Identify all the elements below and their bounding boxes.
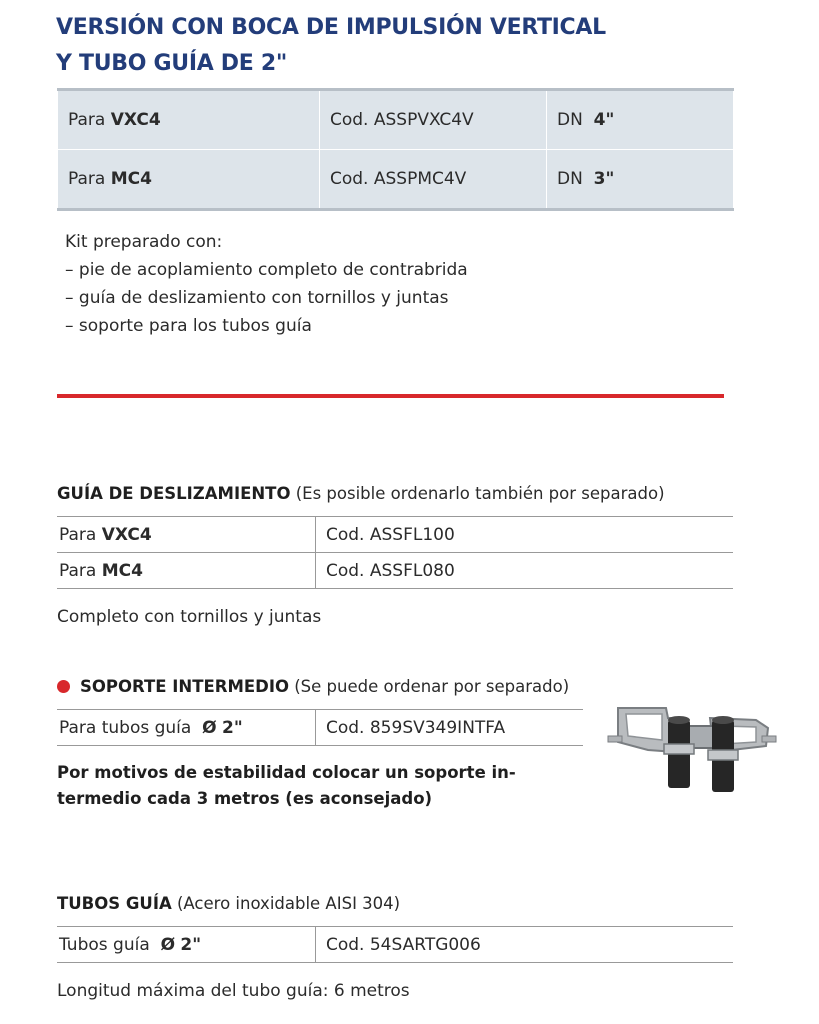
dn-value: 4" [593,110,615,130]
size-value: 2" [180,934,202,955]
support-bracket-image [606,700,778,800]
size-symbol: Ø [160,934,176,955]
table-row [57,927,733,963]
model-name: MC4 [101,560,143,581]
guia-heading [57,484,665,503]
model-cell: Para MC4 [58,150,320,210]
table-row [58,150,734,210]
dn-cell: DN 3" [547,150,734,210]
kit-intro: Kit preparado con: [65,232,223,252]
soporte-table [57,709,583,746]
tubos-note: (Acero inoxidable AISI 304) [177,894,401,913]
stability-warning: Por motivos de estabilidad colocar un soporte in- termedio cada 3 metros (es aconsejado) [57,763,516,808]
soporte-heading [57,677,569,696]
table-row [58,90,734,150]
model-name: MC4 [110,169,152,189]
size-value: 2" [222,717,243,738]
model-cell: Para VXC4 [58,90,320,150]
tubos-table [57,926,733,963]
guia-table [57,516,733,589]
dn-cell: DN 4" [547,90,734,150]
code-cell: Cod. 54SARTG006 [316,927,734,963]
model-name: VXC4 [110,110,161,130]
kit-contents [65,228,468,340]
soporte-note: (Se puede ordenar por separado) [294,677,570,696]
red-bullet-icon [57,680,70,693]
title-line-2: Y TUBO GUÍA DE 2" [56,51,288,76]
size-cell: Tubos guía Ø 2" [57,927,316,963]
tubos-heading [57,894,400,913]
tubos-footer: Longitud máxima del tubo guía: 6 metros [57,981,410,1001]
code-cell: Cod. ASSPVXC4V [320,90,547,150]
section-divider [57,394,724,398]
list-item: – guía de deslizamiento con tornillos y juntas [65,288,449,308]
table-row [57,517,733,553]
model-cell: Para VXC4 [57,517,316,553]
table-row [57,553,733,589]
tubos-title: TUBOS GUÍA [57,894,172,913]
guia-title: GUÍA DE DESLIZAMIENTO [57,484,291,503]
model-name: VXC4 [101,524,152,545]
soporte-title: SOPORTE INTERMEDIO [80,677,289,696]
model-cell: Para MC4 [57,553,316,589]
size-cell: Para tubos guía Ø 2" [57,710,316,746]
dn-value: 3" [593,169,615,189]
code-cell: Cod. ASSPMC4V [320,150,547,210]
page-title [56,10,756,82]
code-cell: Cod. 859SV349INTFA [316,710,584,746]
table-row [57,710,583,746]
code-cell: Cod. ASSFL100 [316,517,734,553]
list-item: – pie de acoplamiento completo de contrabrida [65,260,468,280]
code-cell: Cod. ASSFL080 [316,553,734,589]
guia-footer: Completo con tornillos y juntas [57,607,322,627]
list-item: – soporte para los tubos guía [65,316,312,336]
title-line-1: VERSIÓN CON BOCA DE IMPULSIÓN VERTICAL [56,15,606,40]
size-symbol: Ø [202,717,217,738]
version-table [57,88,734,211]
guia-note: (Es posible ordenarlo también por separado) [295,484,665,503]
